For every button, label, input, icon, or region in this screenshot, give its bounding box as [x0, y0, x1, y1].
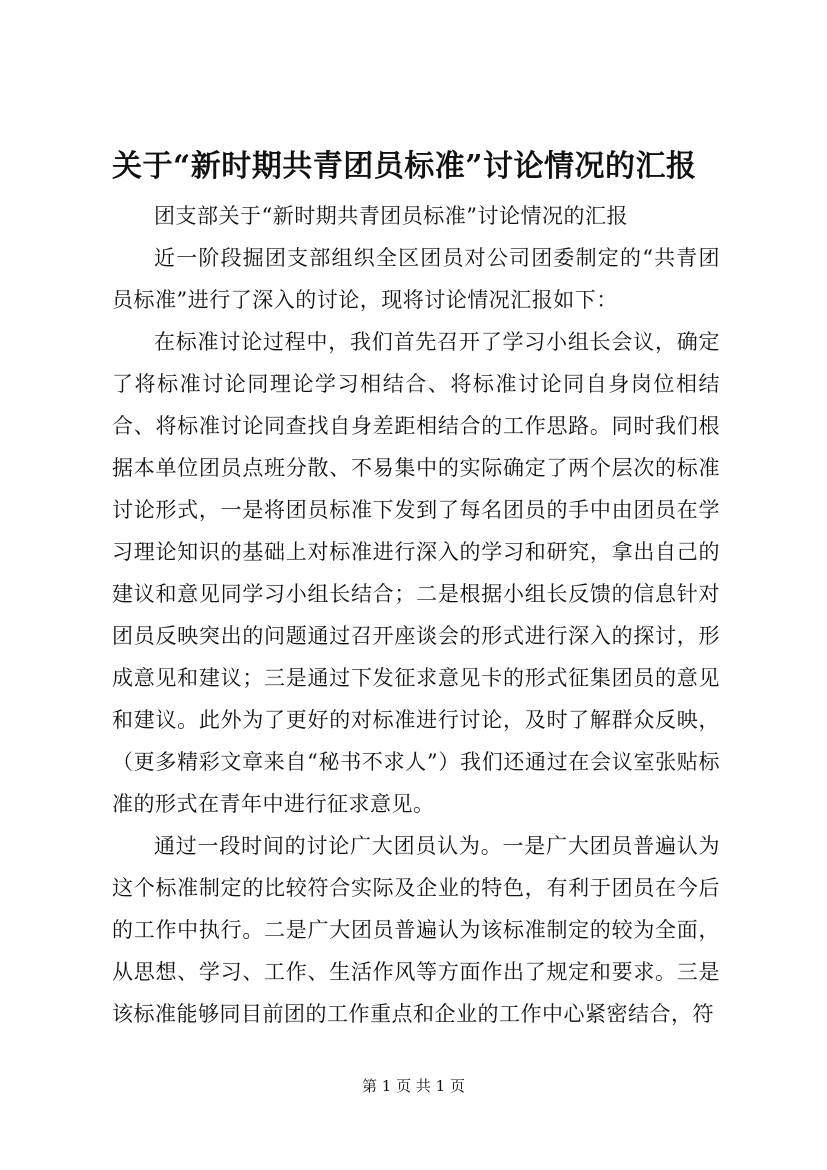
document-subheading: 团支部关于“新时期共青团员标准”讨论情况的汇报	[154, 204, 628, 228]
paragraph-findings: 通过一段时间的讨论广大团员认为。一是广大团员普遍认为这个标准制定的比较符合实际及企业的特色，有利于团员在今后的工作中执行。二是广大团员普遍认为该标准制定的较为全面，从思想、学习、工作、生活作风等方面作出了规定和要求。三是该标准能够同目前团的工作重点和企业的工作中心紧密结合，符	[112, 834, 720, 1026]
document-title: 关于“新时期共青团员标准”讨论情况的汇报	[112, 149, 697, 184]
paragraph-intro: 近一阶段掘团支部组织全区团员对公司团委制定的“共青团员标准”进行了深入的讨论，现将讨论情况汇报如下：	[112, 246, 720, 312]
document-body	[112, 195, 720, 1035]
paragraph-process: 在标准讨论过程中，我们首先召开了学习小组长会议，确定了将标准讨论同理论学习相结合、将标准讨论同自身岗位相结合、将标准讨论同查找自身差距相结合的工作思路。同时我们根据本单位团员点班分散、不易集中的实际确定了两个层次的标准讨论形式，一是将团员标准下发到了每名团员的手中由团员在学习理论知识的基础上对标准进行深入的学习和研究，拿出自己的建议和意见同学习小组长结合；二是根据小组长反馈的信息针对团员反映突出的问题通过召开座谈会的形式进行深入的探讨，形成意见和建议；三是通过下发征求意见卡的形式征集团员的意见和建议。此外为了更好的对标准进行讨论，及时了解群众反映，（更多精彩文章来自“秘书不求人”）我们还通过在会议室张贴标准的形式在青年中进行征求意见。	[112, 330, 720, 816]
page-footer: 第 1 页 共 1 页	[362, 1077, 465, 1095]
